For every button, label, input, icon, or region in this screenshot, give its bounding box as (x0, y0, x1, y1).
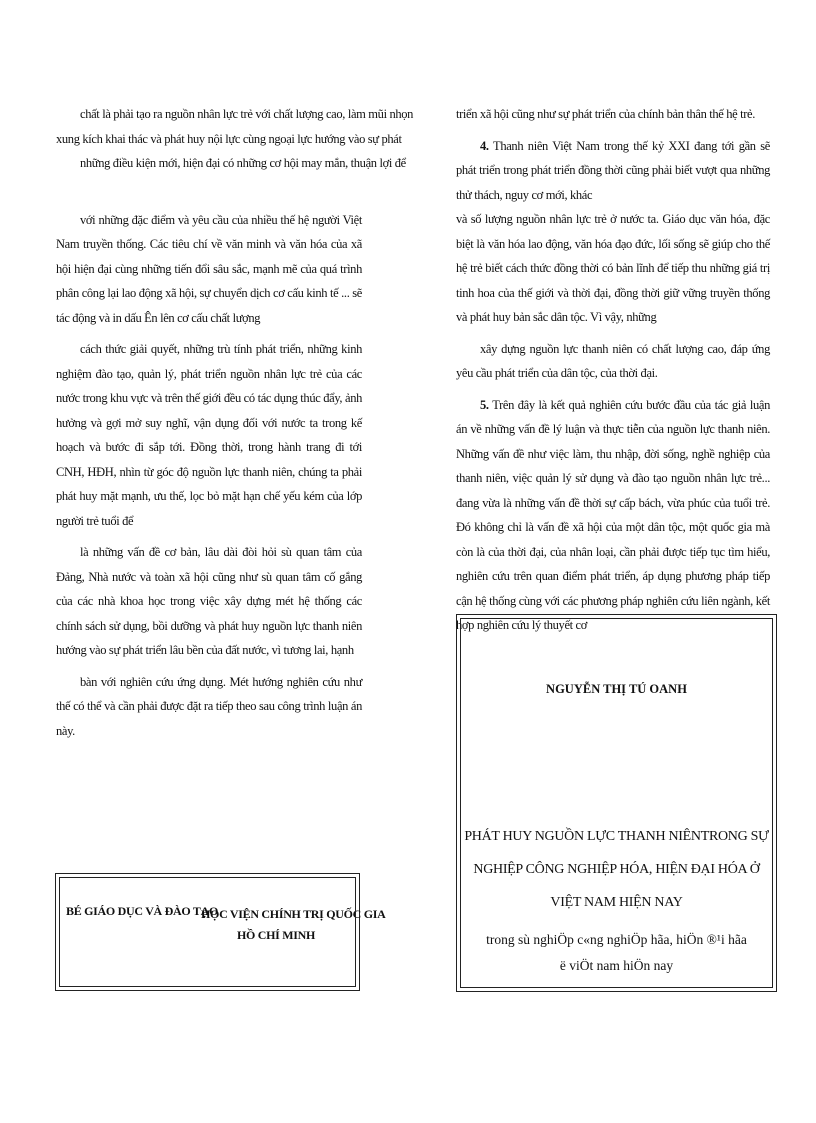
subtitle-line-1: trong sù nghiÖp c«ng nghiÖp hãa, hiÖn ®¹i hãa (486, 932, 747, 947)
ministry-name: BÉ GIÁO DỤC VÀ ĐÀO TẠO (66, 904, 218, 918)
title-line-1: PHÁT HUY NGUỒN LỰC THANH NIÊNTRONG SỰ (464, 829, 769, 844)
title-line-3: VIỆT NAM HIỆN NAY (550, 895, 683, 910)
paragraph: là những vấn đề cơ bản, lâu dài đòi hỏi sù quan tâm của Đảng, Nhà nước và toàn xã hội cũng như sù quan tâm cố gắng của các nhà khoa học trong việc xây dựng mét hệ thống các chính sách sử dụng, bồi dưỡng và phát huy nguồn lực thanh niên hướng vào sự phát triển lâu bền của đất nước, vì tương lai, hạnh (56, 545, 362, 657)
paragraph: và số lượng nguồn nhân lực trẻ ở nước ta. Giáo dục văn hóa, đặc biệt là văn hóa lao động, văn hóa đạo đức, lối sống sẽ giúp cho thế hệ trẻ biết cách thức đồng thời có bản lĩnh để tiếp thu những giá trị tinh hoa của thế giới và thời đại, đồng thời giữ vững truyền thống và phát huy bản sắc dân tộc. Vì vậy, những (456, 212, 770, 324)
paragraph-item-5 (456, 393, 770, 638)
right-column (456, 102, 770, 638)
thesis-subtitle (463, 927, 770, 979)
cover-box-institution (55, 873, 386, 991)
item-text: Thanh niên Việt Nam trong thế kỷ XXI đang tới gần sẽ phát triển trong phát triển đồng thời cũng phải biết vượt qua những thử thách, nguy cơ mới, khác (456, 138, 770, 202)
paragraph-item-4 (456, 134, 770, 208)
academy-line-2: HỒ CHÍ MINH (236, 928, 316, 942)
text-line: chất là phải tạo ra nguồn nhân lực trẻ với chất lượng cao, làm mũi nhọn (80, 107, 414, 121)
item-number: 5. (480, 397, 489, 412)
text-line: xung kích khai thác và phát huy nội lực cùng ngoại lực hướng vào sự phát (56, 131, 402, 146)
text-line: những điều kiện mới, hiện đại có những cơ hội may mắn, thuận lợi để (80, 156, 406, 170)
paragraph: triển xã hội cũng như sự phát triển của chính bản thân thế hệ trẻ. (456, 107, 756, 121)
academy-name (201, 904, 386, 946)
academy-line-1: HỌC VIỆN CHÍNH TRỊ QUỐC GIA (201, 907, 386, 921)
paragraph: với những đặc điểm và yêu cầu của nhiều thế hệ người Việt Nam truyền thống. Các tiêu chí về văn minh và văn hóa của xã hội hiện đại cùng những tiến đổi sâu sắc, mạnh mẽ của quá trình phân công lại lao động xã hội, sự chuyển dịch cơ cấu kinh tế ... sẽ tác động và in dấu Ên lên cơ cấu chất lượng (56, 212, 362, 325)
item-text: Trên đây là kết quả nghiên cứu bước đầu của tác giả luận án về những vấn đề lý luận và thực tiễn của nguồn lực thanh niên. Những vấn đề như việc làm, thu nhập, đời sống, nghề nghiệp của thanh niên, việc quản lý sử dụng và đào tạo nguồn nhân lực trẻ... đang vừa là những vấn đề thời sự cấp bách, vừa phúc của tuổi trẻ. Đó không chỉ là vấn đề xã hội của một dân tộc, một quốc gia mà còn là của thời đại, của nhân loại, cần phải được tiếp tục tìm hiểu, nghiên cứu trên quan điểm phát triển, áp dụng phương pháp tiếp cận hệ thống cùng với các phương pháp nghiên cứu liên ngành, kết hợp nghiên cứu lý thuyết cơ (456, 397, 770, 632)
author-name: NGUYỄN THỊ TÚ OANH (546, 682, 687, 696)
left-column (56, 102, 414, 743)
cover-box-thesis (456, 614, 777, 992)
paragraph: xây dựng nguồn lực thanh niên có chất lượng cao, đáp ứng yêu cầu phát triển của dân tộc, của thời đại. (456, 341, 770, 380)
title-line-2: NGHIỆP CÔNG NGHIỆP HÓA, HIỆN ĐẠI HÓA Ở (473, 862, 760, 877)
paragraph: bàn với nghiên cứu ứng dụng. Mét hướng nghiên cứu như thế có thể và cần phải được đặt ra tiếp theo sau công trình luận án này. (56, 674, 362, 738)
item-number: 4. (480, 138, 489, 153)
thesis-title (463, 820, 770, 919)
paragraph: cách thức giải quyết, những trù tính phát triển, những kinh nghiệm đào tạo, quản lý, phát triển nguồn nhân lực trẻ của các nước trong khu vực và trên thế giới đều có tác dụng thúc đẩy, ảnh hưởng và gợi mở suy nghĩ, vận dụng đối với nước ta trong kế hoạch và bước đi sắp tới. Đồng thời, trong hành trang đi tới CNH, HĐH, nhìn từ góc độ nguồn lực thanh niên, chúng ta phải phát huy mặt mạnh, ưu thế, lọc bỏ mặt hạn chế yếu kém của lớp người trẻ tuổi để (56, 342, 362, 528)
subtitle-line-2: ë viÖt nam hiÖn nay (559, 958, 674, 973)
